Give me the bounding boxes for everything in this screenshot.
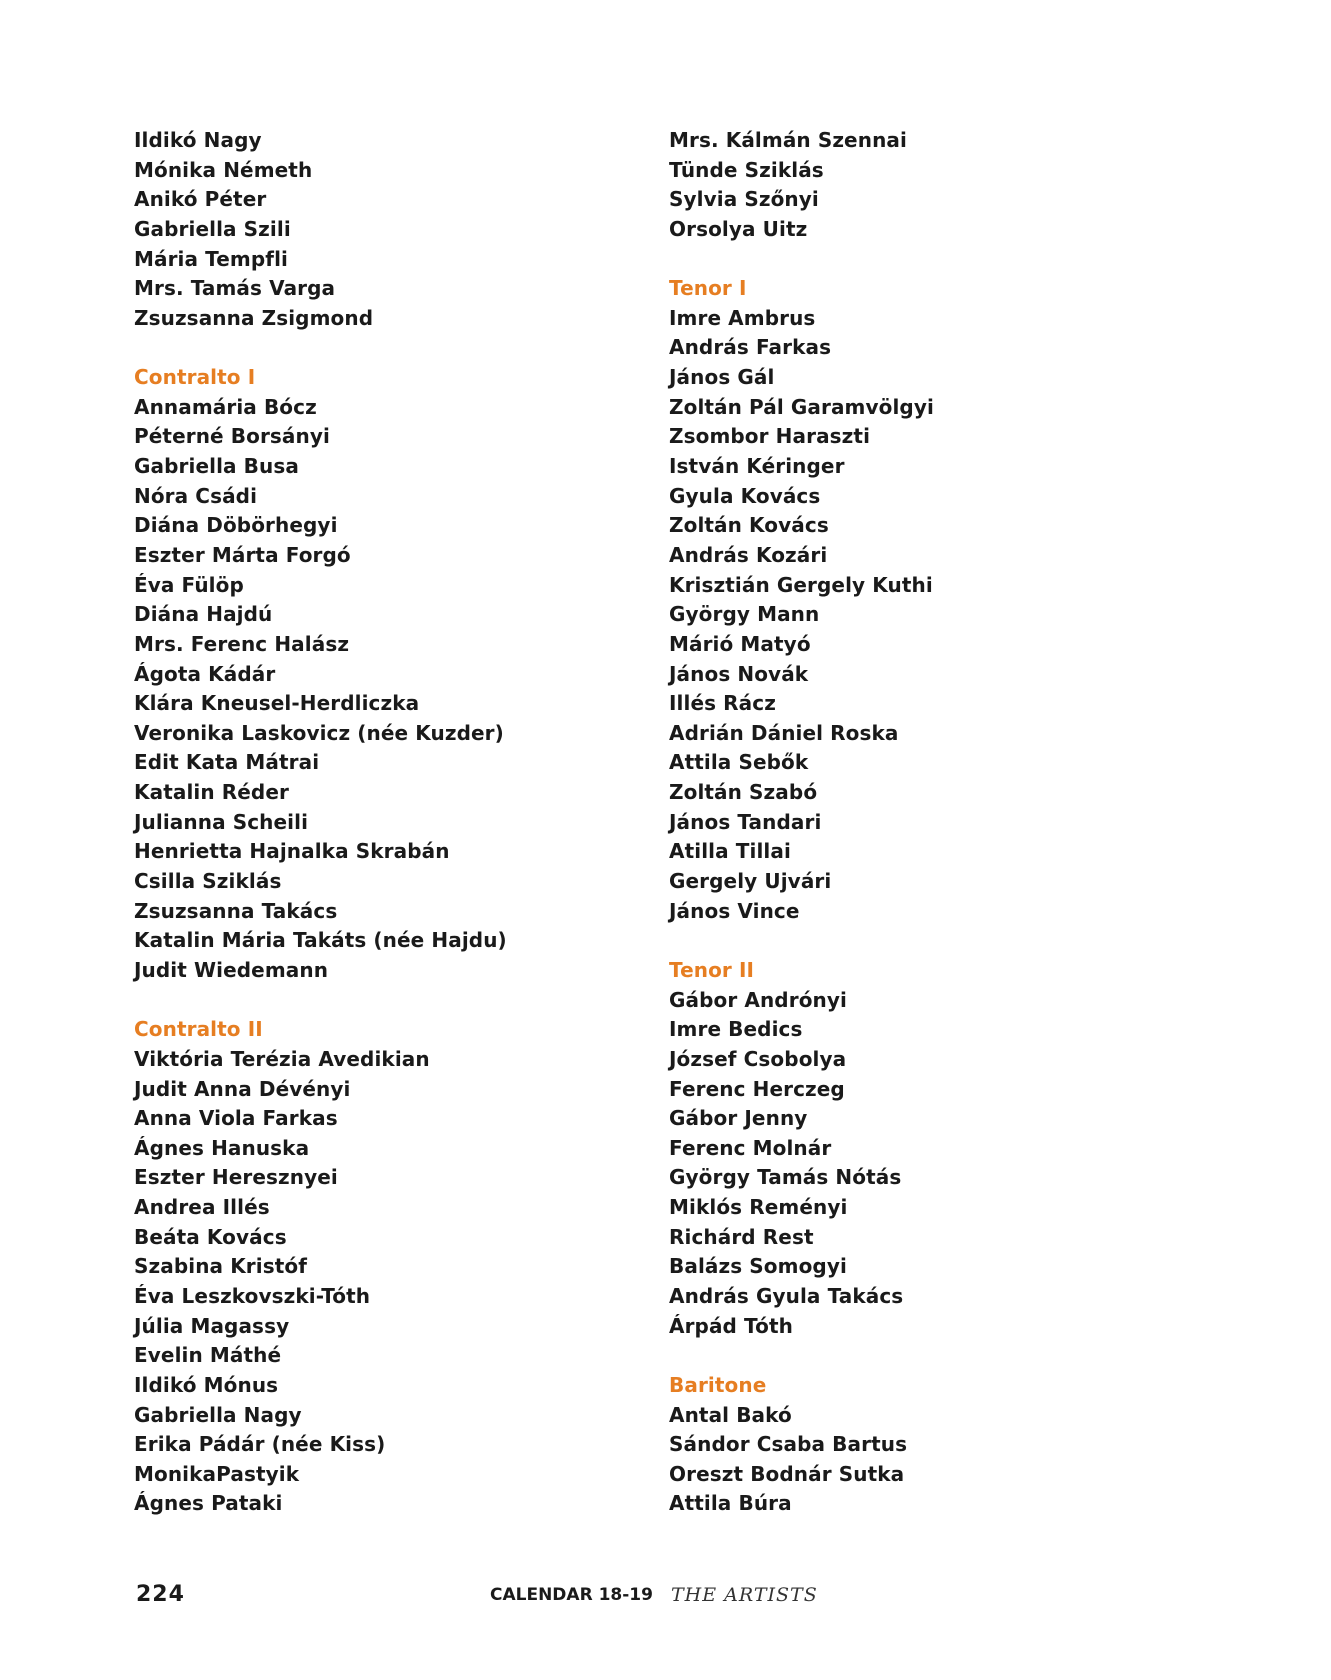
artist-name: Ágnes Hanuska [134,1135,310,1160]
artist-name: Ágnes Pataki [134,1491,283,1516]
artist-name: Ferenc Herczeg [669,1076,845,1101]
section-heading: Tenor II [669,957,755,982]
artist-name: Nóra Csádi [134,483,258,508]
artist-name: Beáta Kovács [134,1224,287,1249]
artist-name: Attila Sebők [669,750,809,775]
artist-name: Andrea Illés [134,1195,270,1220]
artist-name: Sándor Csaba Bartus [669,1432,908,1457]
artist-name: Júlia Magassy [134,1313,290,1338]
artist-name: Gabriella Szili [134,216,291,241]
artist-name: Veronika Laskovicz (née Kuzder) [134,720,504,745]
section-label: THE ARTISTS [671,1584,818,1606]
artist-name: Evelin Máthé [134,1343,282,1368]
section-heading: Contralto I [134,365,256,390]
artist-name: Gabriella Nagy [134,1402,302,1427]
artist-name: András Kozári [669,542,828,567]
artist-name: György Mann [669,602,820,627]
artist-name: Katalin Réder [134,780,289,805]
artist-name: András Farkas [669,335,832,360]
section-spacer [669,1341,1229,1371]
artist-name: Éva Leszkovszki-Tóth [134,1283,371,1308]
artist-name: Zoltán Szabó [669,780,818,805]
artist-name: Mrs. Kálmán Szennai [669,128,907,152]
section-heading: Contralto II [134,1017,263,1042]
artist-name: Diána Döbörhegyi [134,513,338,538]
calendar-label: CALENDAR 18-19 [490,1585,653,1605]
artist-name: Ildikó Mónus [134,1372,279,1397]
artist-name: Gábor Andrónyi [669,987,847,1012]
section-spacer [669,245,1229,275]
artist-name: Judit Wiedemann [134,957,329,982]
artist-name: József Csobolya [669,1046,847,1071]
section-spacer [669,926,1229,956]
artist-name: Ágota Kádár [134,661,276,686]
artist-name: Mrs. Ferenc Halász [134,631,350,656]
artist-name: Péterné Borsányi [134,424,330,449]
artist-name: Miklós Reményi [669,1195,848,1220]
artist-name: Judit Anna Dévényi [134,1076,351,1101]
artist-name: Julianna Scheili [134,809,309,834]
artist-name: Mrs. Tamás Varga [134,276,336,301]
artist-name: Mária Tempfli [134,246,288,271]
section-spacer [134,333,654,363]
artist-name: Gyula Kovács [669,483,821,508]
artist-name: Sylvia Szőnyi [669,187,819,212]
artist-name: Márió Matyó [669,631,811,656]
artist-name: Ildikó Nagy [134,128,262,152]
artist-name: Viktória Terézia Avedikian [134,1046,430,1071]
artist-name: János Tandari [669,809,822,834]
artist-name: Richárd Rest [669,1224,814,1249]
artist-name: Zoltán Pál Garamvölgyi [669,394,934,419]
artist-name: Árpád Tóth [669,1313,793,1338]
artist-name: MonikaPastyik [134,1461,300,1486]
artist-name: Katalin Mária Takáts (née Hajdu) [134,928,507,953]
artist-name: Anikó Péter [134,187,267,212]
artist-name: Ferenc Molnár [669,1135,832,1160]
artist-name: István Kéringer [669,454,845,479]
artist-name: Imre Bedics [669,1017,803,1042]
artist-name: Erika Pádár (née Kiss) [134,1432,386,1457]
artist-name: János Vince [669,898,800,923]
artist-name: Eszter Heresznyei [134,1165,338,1190]
right-column [669,126,1229,1519]
artist-name: Atilla Tillai [669,839,791,864]
artist-name: Zsuzsanna Takács [134,898,338,923]
artist-name: Gábor Jenny [669,1106,808,1131]
artist-name: Zsuzsanna Zsigmond [134,305,374,330]
artist-name: Mónika Németh [134,157,313,182]
artist-name: János Novák [669,661,809,686]
artist-name: Imre Ambrus [669,305,816,330]
artist-name: Zoltán Kovács [669,513,829,538]
artist-name: Szabina Kristóf [134,1254,308,1279]
artist-name: György Tamás Nótás [669,1165,902,1190]
artist-name: Zsombor Haraszti [669,424,871,449]
artist-name: Gergely Ujvári [669,869,832,894]
artist-name: Klára Kneusel-Herdliczka [134,691,420,716]
artist-name: András Gyula Takács [669,1283,904,1308]
artist-name: János Gál [669,365,775,390]
artist-name: Diána Hajdú [134,602,273,627]
page-number: 224 [136,1582,185,1607]
artist-name: Csilla Sziklás [134,869,282,894]
artist-name: Oreszt Bodnár Sutka [669,1461,905,1486]
section-heading: Tenor I [669,276,747,301]
artist-name: Orsolya Uitz [669,216,808,241]
artist-name: Krisztián Gergely Kuthi [669,572,933,597]
artist-name: Tünde Sziklás [669,157,824,182]
artist-name: Gabriella Busa [134,454,299,479]
artist-name: Antal Bakó [669,1402,792,1427]
left-column [134,126,654,1519]
section-spacer [134,986,654,1016]
artist-name: Illés Rácz [669,691,776,716]
artist-name: Attila Búra [669,1491,792,1516]
artist-name: Balázs Somogyi [669,1254,847,1279]
artist-name: Éva Fülöp [134,572,244,597]
section-heading: Baritone [669,1372,767,1397]
artist-name: Adrián Dániel Roska [669,720,899,745]
artist-name: Anna Viola Farkas [134,1106,338,1131]
artist-name: Henrietta Hajnalka Skrabán [134,839,450,864]
artist-name: Eszter Márta Forgó [134,542,351,567]
artist-name: Annamária Bócz [134,394,317,419]
artist-name: Edit Kata Mátrai [134,750,320,775]
